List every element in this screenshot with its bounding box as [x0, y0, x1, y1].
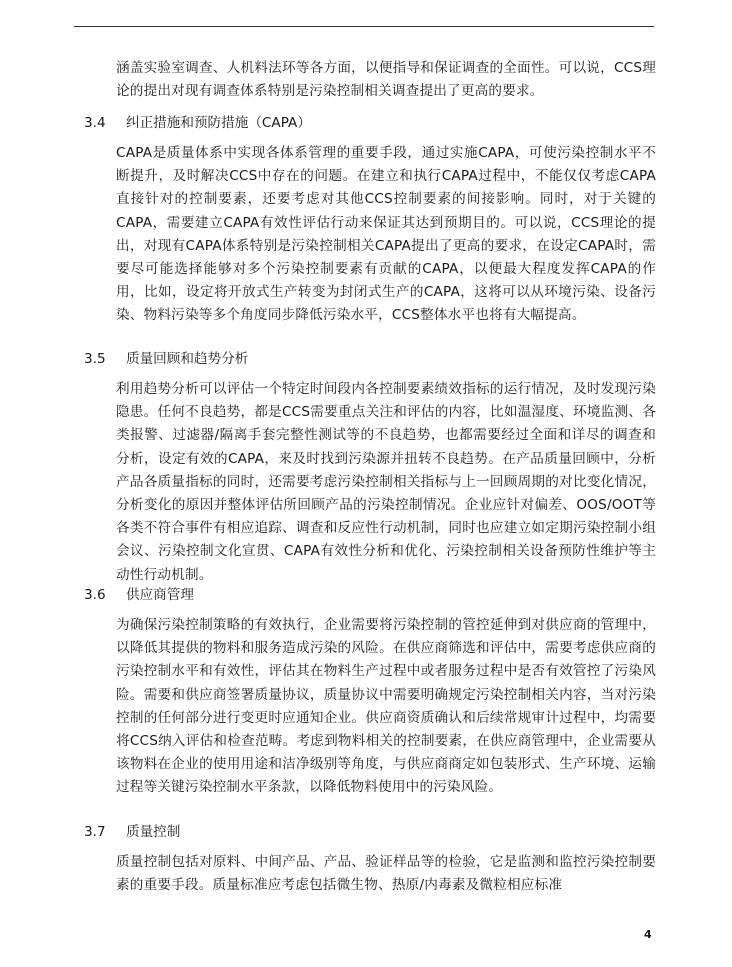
section-body-3-5: 利用趋势分析可以评估一个特定时间段内各控制要素绩效指标的运行情况，及时发现污染隐患。任何不良趋势，都是CCS需要重点关注和评估的内容，比如温湿度、环境监测、各类报警、过滤器/隔离手套完整性测试等的不良趋势，也都需要经过全面和详尽的调查和分析，设定有效的CAPA，来及时找到污染源并扭转不良趋势。在产品质量回顾中，分析产品各质量指标的同时，还需要考虑污染控制相关指标与上一回顾周期的对比变化情况，分析变化的原因并整体评估所回顾产品的污染控制情况。企业应针对偏差、OOS/OOT等各类不符合事件有相应追踪、调查和反应性行动机制，同时也应建立如定期污染控制小组会议、污染控制文化宣贯、CAPA有效性分析和优化、污染控制相关设备预防性维护等主动性行动机制。: [116, 381, 656, 583]
section-body-3-6: 为确保污染控制策略的有效执行，企业需要将污染控制的管控延伸到对供应商的管理中，以降低其提供的物料和服务造成污染的风险。在供应商筛选和评估中，需要考虑供应商的污染控制水平和有效性，评估其在物料生产过程中或者服务过程中是否有效管控了污染风险。需要和供应商签署质量协议，质量协议中需要明确规定污染控制相关内容，当对污染控制的任何部分进行变更时应通知企业。供应商资质确认和后续常规审计过程中，均需要将CCS纳入评估和检查范畴。考虑到物料相关的控制要素，在供应商管理中，企业需要从该物料在企业的使用用途和洁净级别等角度，与供应商商定如包装形式、生产环境、运输过程等关键污染控制水平条款，以降低物料使用中的污染风险。: [116, 617, 656, 796]
section-number: 3.6: [84, 587, 106, 603]
page-number: 4: [644, 928, 652, 941]
section-title: 质量回顾和趋势分析: [126, 351, 249, 367]
section-title: 纠正措施和预防措施（CAPA）: [126, 115, 311, 131]
section-title: 质量控制: [126, 824, 181, 840]
section-heading-3-6: [84, 585, 194, 605]
section-number: 3.7: [84, 824, 106, 840]
section-heading-3-5: [84, 349, 248, 369]
section-body-3-7: 质量控制包括对原料、中间产品、产品、验证样品等的检验，它是监测和监控污染控制要素的重要手段。质量标准应考虑包括微生物、热原/内毒素及微粒相应标准: [116, 854, 656, 894]
section-number: 3.4: [84, 115, 106, 131]
header-rule: [74, 26, 654, 27]
section-title: 供应商管理: [126, 587, 194, 603]
section-body-3-4: CAPA是质量体系中实现各体系管理的重要手段，通过实施CAPA，可使污染控制水平不断提升，及时解决CCS中存在的问题。在建立和执行CAPA过程中，不能仅仅考虑CAPA直接针对的控制要素，还要考虑对其他CCS控制要素的间接影响。同时，对于关键的CAPA，需要建立CAPA有效性评估行动来保证其达到预期目的。可以说，CCS理论的提出，对现有CAPA体系特别是污染控制相关CAPA提出了更高的要求，在设定CAPA时，需要尽可能选择能够对多个污染控制要素有贡献的CAPA，以便最大程度发挥CAPA的作用，比如，设定将开放式生产转变为封闭式生产的CAPA，这将可以从环境污染、设备污染、物料污染等多个角度同步降低污染水平，CCS整体水平也将有大幅提高。: [116, 145, 656, 324]
section-heading-3-4: [84, 113, 311, 133]
section-number: 3.5: [84, 351, 106, 367]
intro-paragraph: 涵盖实验室调查、人机料法环等各方面，以便指导和保证调查的全面性。可以说，CCS理论的提出对现有调查体系特别是污染控制相关调查提出了更高的要求。: [116, 60, 656, 100]
section-heading-3-7: [84, 822, 180, 842]
